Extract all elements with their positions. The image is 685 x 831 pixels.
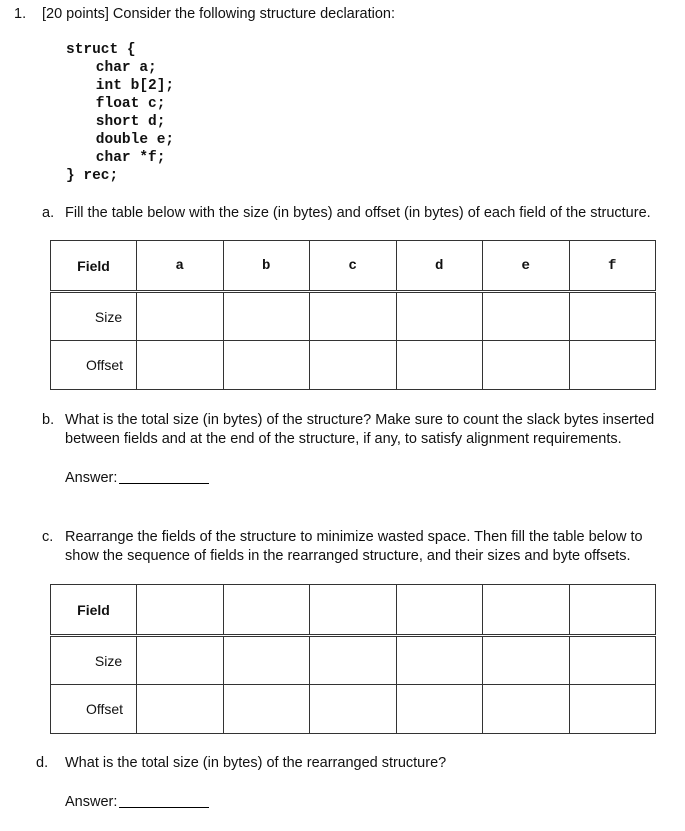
code-line: struct { [66,42,136,58]
answer-cell[interactable] [310,341,397,390]
code-line: char *f; [61,150,166,166]
code-block [61,41,175,185]
column-c-header: c [310,241,397,292]
answer-cell[interactable] [137,636,224,685]
offset-row [51,685,656,734]
part-d-answer [65,793,209,812]
answer-cell[interactable] [396,585,483,636]
answer-cell[interactable] [310,292,397,341]
code-line: double e; [61,132,175,148]
column-f-header: f [569,241,656,292]
part-b-text-line2: between fields and at the end of the structure, if any, to satisfy alignment requirements. [65,431,622,447]
size-row [51,292,656,341]
answer-cell[interactable] [223,292,310,341]
part-b-text-line1: What is the total size (in bytes) of the structure? Make sure to count the slack bytes inserted [65,412,655,428]
column-e-header: e [483,241,570,292]
offset-label: Offset [51,685,137,734]
code-line: } rec; [66,168,119,184]
part-a-text: Fill the table below with the size (in bytes) and offset (in bytes) of each field of the structure. [65,205,651,221]
answer-cell[interactable] [396,341,483,390]
code-line: int b[2]; [61,78,175,94]
answer-cell[interactable] [223,585,310,636]
column-a-header: a [137,241,224,292]
code-line: char a; [61,60,157,76]
part-c-text-line2: show the sequence of fields in the rearranged structure, and their sizes and byte offsets. [65,548,631,564]
part-d-marker: d. [36,755,49,771]
answer-cell[interactable] [569,685,656,734]
answer-cell[interactable] [483,685,570,734]
answer-cell[interactable] [223,341,310,390]
field-header: Field [51,241,137,292]
answer-cell[interactable] [137,292,224,341]
part-d-text: What is the total size (in bytes) of the rearranged structure? [65,755,447,771]
part-c-marker: c. [42,529,54,545]
table-header-row [51,241,656,292]
answer-cell[interactable] [483,341,570,390]
answer-cell[interactable] [137,341,224,390]
answer-cell[interactable] [396,636,483,685]
answer-cell[interactable] [310,685,397,734]
column-b-header: b [223,241,310,292]
offset-row [51,341,656,390]
column-d-header: d [396,241,483,292]
part-b-marker: b. [42,412,55,428]
answer-cell[interactable] [569,585,656,636]
answer-blank[interactable] [119,793,209,808]
field-table-rearranged [50,584,656,734]
answer-label: Answer: [65,470,118,486]
size-label: Size [51,636,137,685]
field-table-original [50,240,656,390]
offset-label: Offset [51,341,137,390]
answer-cell[interactable] [569,341,656,390]
code-line: short d; [61,114,166,130]
answer-cell[interactable] [137,685,224,734]
answer-cell[interactable] [396,292,483,341]
part-c-text-line1: Rearrange the fields of the structure to minimize wasted space. Then fill the table below to [65,529,643,545]
answer-cell[interactable] [483,585,570,636]
size-row [51,636,656,685]
question-number: 1. [14,6,27,22]
answer-cell[interactable] [137,585,224,636]
answer-cell[interactable] [483,636,570,685]
answer-blank[interactable] [119,469,209,484]
field-header: Field [51,585,137,636]
answer-cell[interactable] [310,585,397,636]
part-b-answer [65,469,209,488]
answer-cell[interactable] [310,636,397,685]
question-title: [20 points] Consider the following structure declaration: [42,6,396,22]
answer-cell[interactable] [569,636,656,685]
answer-cell[interactable] [483,292,570,341]
answer-cell[interactable] [569,292,656,341]
answer-cell[interactable] [396,685,483,734]
size-label: Size [51,292,137,341]
part-a-marker: a. [42,205,55,221]
answer-cell[interactable] [223,636,310,685]
code-line: float c; [61,96,166,112]
answer-cell[interactable] [223,685,310,734]
answer-label: Answer: [65,794,118,810]
table-header-row [51,585,656,636]
